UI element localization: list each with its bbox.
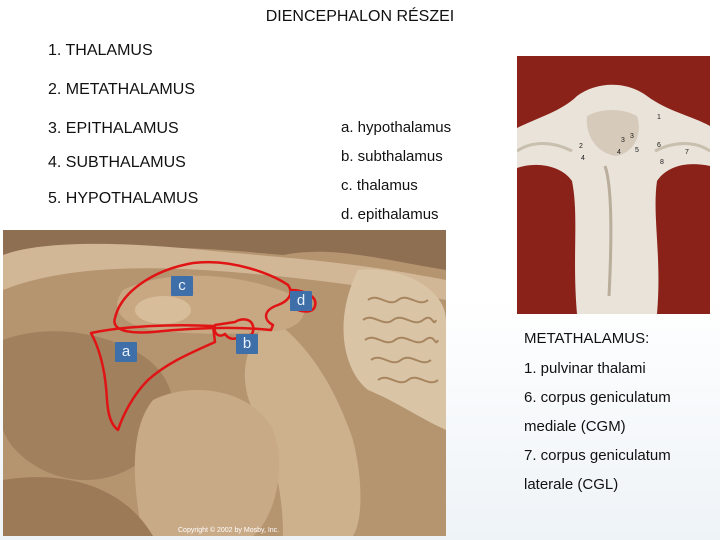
brainstem-num-4b: 4 <box>617 149 621 156</box>
part-hypothalamus: 5. HYPOTHALAMUS <box>48 190 199 207</box>
brainstem-num-1: 1 <box>657 114 661 121</box>
part-epithalamus: 3. EPITHALAMUS <box>48 120 179 137</box>
photo-label-a: a <box>115 342 137 362</box>
sagittal-brain-illustration <box>3 230 446 536</box>
brainstem-num-2: 2 <box>579 143 583 150</box>
brainstem-num-3a: 3 <box>621 137 625 144</box>
brainstem-num-6: 6 <box>657 142 661 149</box>
page-title: DIENCEPHALON RÉSZEI <box>265 8 455 25</box>
metathalamus-heading: METATHALAMUS: <box>524 330 650 347</box>
region-epithalamus: d. epithalamus <box>341 206 439 223</box>
region-subthalamus: b. subthalamus <box>341 148 443 165</box>
brainstem-num-7: 7 <box>685 149 689 156</box>
metathalamus-line-1: 1. pulvinar thalami <box>524 360 646 377</box>
brainstem-num-3b: 3 <box>630 133 634 140</box>
photo-label-d: d <box>290 291 312 311</box>
metathalamus-line-4: 7. corpus geniculatum <box>524 447 671 464</box>
part-subthalamus: 4. SUBTHALAMUS <box>48 154 186 171</box>
region-hypothalamus: a. hypothalamus <box>341 119 452 136</box>
metathalamus-line-3: mediale (CGM) <box>524 418 626 435</box>
photo-label-c: c <box>171 276 193 296</box>
photo-label-b: b <box>236 334 258 354</box>
brainstem-num-8: 8 <box>660 159 664 166</box>
brainstem-num-4a: 4 <box>581 155 585 162</box>
metathalamus-line-5: laterale (CGL) <box>524 476 619 493</box>
part-thalamus: 1. THALAMUS <box>48 42 153 59</box>
region-thalamus: c. thalamus <box>341 177 418 194</box>
brainstem-num-5: 5 <box>635 147 639 154</box>
copyright-text: Copyright © 2002 by Mosby, Inc. <box>178 527 280 534</box>
brainstem-photo <box>517 56 710 314</box>
brainstem-illustration <box>517 56 710 314</box>
sagittal-brain-photo <box>3 230 446 536</box>
metathalamus-line-2: 6. corpus geniculatum <box>524 389 671 406</box>
part-metathalamus: 2. METATHALAMUS <box>48 81 195 98</box>
